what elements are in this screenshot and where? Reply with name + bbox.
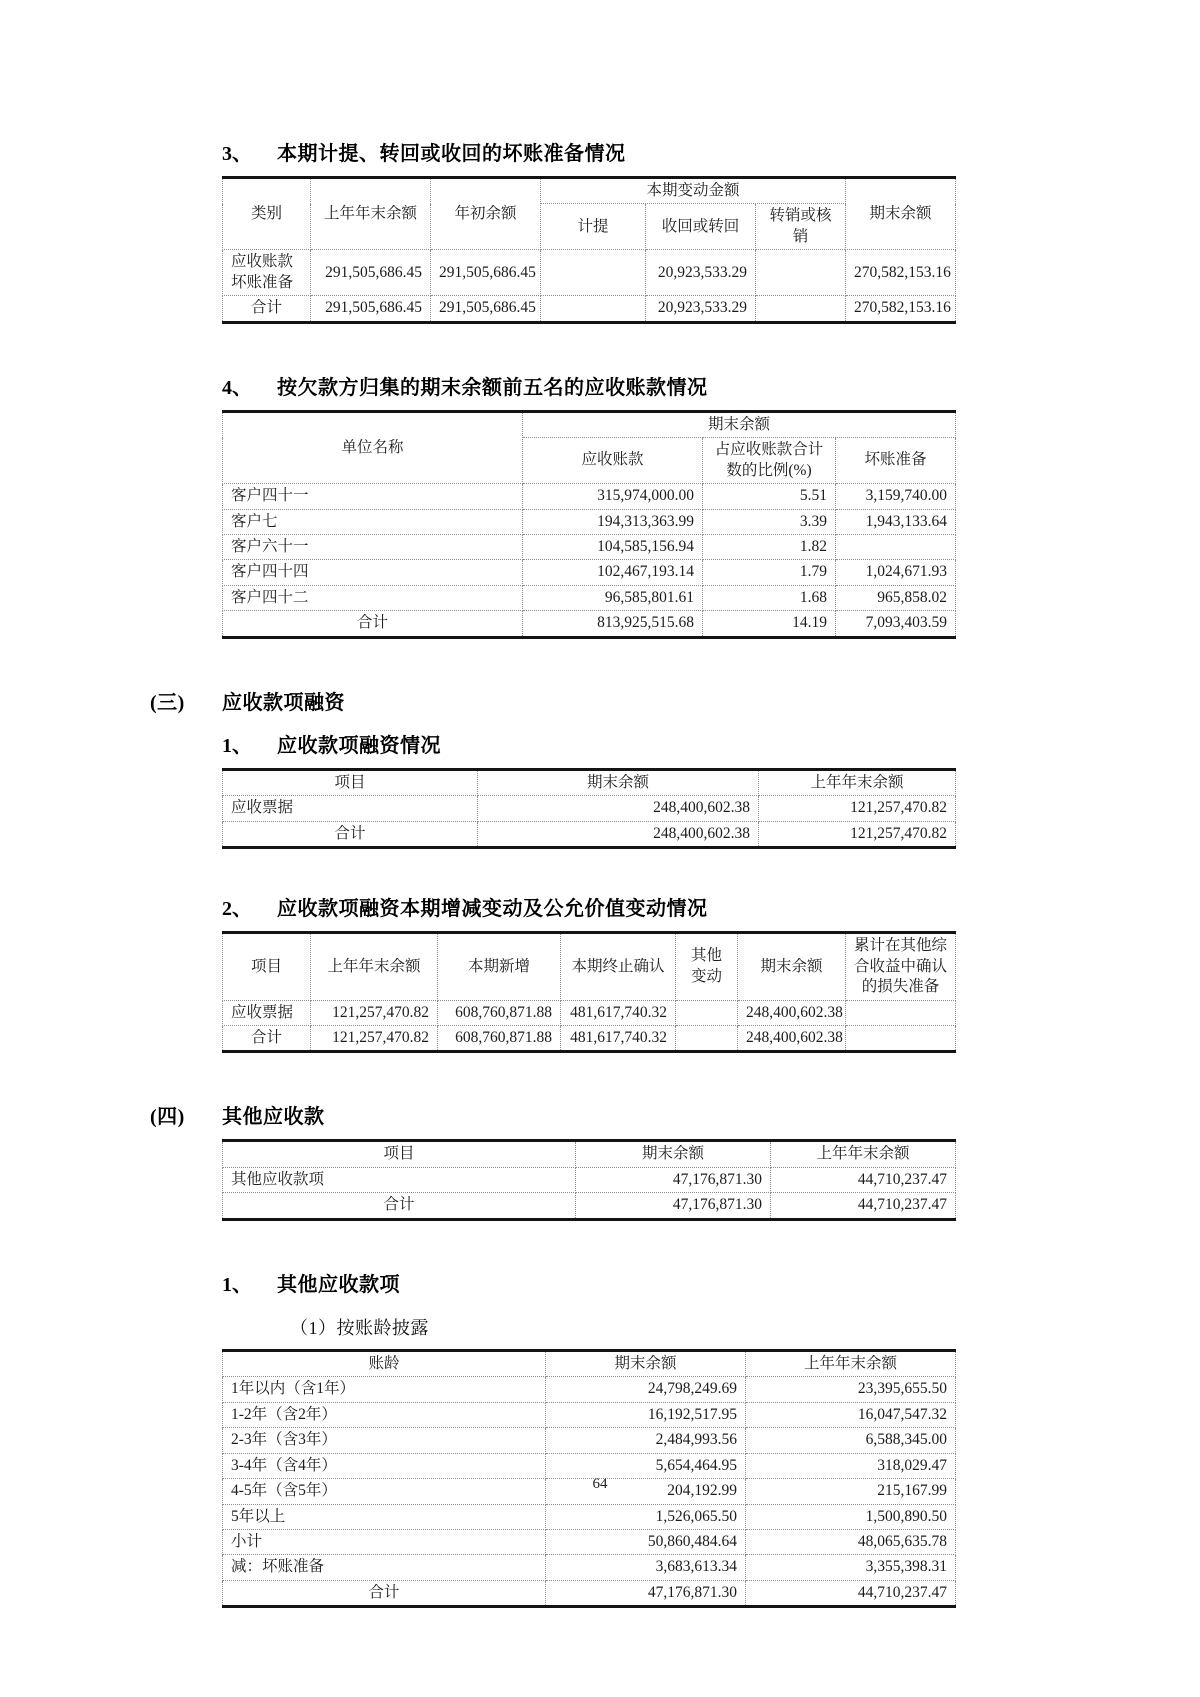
cell-derecognized: 481,617,740.32: [561, 1025, 676, 1051]
col-header-period-end-group: 期末余额: [523, 411, 956, 437]
section-3-heading: [222, 142, 965, 167]
col-header-added: 本期新增: [438, 933, 561, 1000]
col-header-period-end: 期末余额: [738, 933, 846, 1000]
cell-bad-debt: 1,943,133.64: [836, 509, 956, 534]
cell-added: 608,760,871.88: [438, 1000, 561, 1025]
cell-period-end: 270,582,153.16: [846, 296, 956, 322]
cell-ratio: 1.68: [703, 585, 836, 610]
table-total-row: [223, 1025, 956, 1051]
col-header-change-group: 本期变动金额: [541, 178, 846, 204]
table-header-row: [223, 933, 956, 1000]
section-c1-heading: [222, 734, 965, 759]
cell-prev-year-end: 6,588,345.00: [746, 1428, 956, 1453]
col-header-prev-year-end: 上年年末余额: [771, 1141, 956, 1167]
cell-recovered: 20,923,533.29: [646, 250, 756, 296]
table-row: [223, 1453, 956, 1478]
col-header-recovered: 收回或转回: [646, 204, 756, 250]
table-row: [223, 509, 956, 534]
section-4-title: 按欠款方归集的期末余额前五名的应收账款情况: [277, 376, 708, 399]
cell-age: 减：坏账准备: [223, 1555, 546, 1580]
cell-year-begin: 291,505,686.45: [431, 250, 541, 296]
section-d-title: 其他应收款: [222, 1106, 325, 1129]
col-header-ar: 应收账款: [523, 438, 703, 484]
col-header-period-end: 期末余额: [576, 1141, 771, 1167]
cell-unit: 客户六十一: [223, 534, 523, 559]
section-4-heading: [222, 376, 965, 401]
page-number: 64: [592, 1476, 608, 1492]
cell-age: 5年以上: [223, 1504, 546, 1529]
table-row: [223, 1402, 956, 1427]
cell-unit: 客户四十一: [223, 484, 523, 509]
col-header-year-begin: 年初余额: [431, 178, 541, 250]
cell-item: 应收票据: [223, 1000, 311, 1025]
cell-written-off: [756, 296, 846, 322]
col-header-accrual: 计提: [541, 204, 646, 250]
financing-movement-table: [222, 931, 956, 1053]
cell-prev-year-end: 215,167.99: [746, 1479, 956, 1504]
cell-ar: 102,467,193.14: [523, 560, 703, 585]
cell-prev-year-end: 291,505,686.45: [311, 296, 431, 322]
col-header-derecognized: 本期终止确认: [561, 933, 676, 1000]
cell-period-end: 47,176,871.30: [576, 1167, 771, 1192]
table-header-row: [223, 769, 956, 795]
cell-prev-year-end: 44,710,237.47: [746, 1580, 956, 1606]
cell-derecognized: 481,617,740.32: [561, 1000, 676, 1025]
cell-ar: 104,585,156.94: [523, 534, 703, 559]
cell-period-end: 24,798,249.69: [546, 1377, 746, 1402]
cell-prev-year-end: 121,257,470.82: [311, 1025, 438, 1051]
section-c2-number: 2、: [222, 898, 252, 921]
cell-prev-year-end: 121,257,470.82: [759, 821, 956, 847]
cell-category: 应收账款坏账准备: [223, 250, 311, 296]
table-header-row: [223, 1141, 956, 1167]
cell-category: 合计: [223, 296, 311, 322]
col-header-unit: 单位名称: [223, 411, 523, 483]
cell-accrual: [541, 250, 646, 296]
table-row: [223, 560, 956, 585]
col-header-bad-debt: 坏账准备: [836, 438, 956, 484]
col-header-ratio: 占应收账款合计数的比例(%): [703, 438, 836, 484]
cell-prev-year-end: 121,257,470.82: [759, 796, 956, 821]
cell-ratio: 14.19: [703, 611, 836, 637]
table-total-row: [223, 1193, 956, 1219]
table-row: [223, 1167, 956, 1192]
table-total-row: [223, 1580, 956, 1606]
table-row: [223, 1555, 956, 1580]
cell-period-end: 270,582,153.16: [846, 250, 956, 296]
table-subtotal-row: [223, 1529, 956, 1554]
cell-period-end: 248,400,602.38: [738, 1000, 846, 1025]
col-header-oci-loss: 累计在其他综合收益中确认的损失准备: [846, 933, 956, 1000]
table-row: [223, 796, 956, 821]
section-d-number: (四): [150, 1106, 185, 1129]
section-c2-heading: [222, 897, 965, 922]
cell-unit: 合计: [223, 611, 523, 637]
table-total-row: [223, 296, 956, 322]
cell-written-off: [756, 250, 846, 296]
cell-period-end: 47,176,871.30: [546, 1580, 746, 1606]
section-3-title: 本期计提、转回或收回的坏账准备情况: [277, 143, 626, 165]
cell-item: 合计: [223, 1025, 311, 1051]
table-row: [223, 1504, 956, 1529]
cell-age: 1年以内（含1年）: [223, 1377, 546, 1402]
table-row: [223, 250, 956, 296]
cell-age: 小计: [223, 1529, 546, 1554]
other-receivables-table: [222, 1139, 956, 1220]
table-total-row: [223, 611, 956, 637]
col-header-item: 项目: [223, 933, 311, 1000]
col-header-item: 项目: [223, 769, 478, 795]
cell-item: 应收票据: [223, 796, 478, 821]
cell-item: 其他应收款项: [223, 1167, 576, 1192]
cell-recovered: 20,923,533.29: [646, 296, 756, 322]
col-header-other-change: 其他变动: [676, 933, 738, 1000]
cell-period-end: 50,860,484.64: [546, 1529, 746, 1554]
cell-bad-debt: 7,093,403.59: [836, 611, 956, 637]
cell-period-end: 248,400,602.38: [478, 796, 759, 821]
cell-prev-year-end: 44,710,237.47: [771, 1193, 956, 1219]
col-header-prev-year-end: 上年年末余额: [311, 178, 431, 250]
cell-period-end: 16,192,517.95: [546, 1402, 746, 1427]
col-header-prev-year-end: 上年年末余额: [759, 769, 956, 795]
table-row: [223, 484, 956, 509]
cell-unit: 客户四十四: [223, 560, 523, 585]
cell-period-end: 3,683,613.34: [546, 1555, 746, 1580]
section-c-number: (三): [150, 691, 185, 714]
table-header-row: [223, 178, 956, 204]
cell-bad-debt: 1,024,671.93: [836, 560, 956, 585]
section-d1-title: 其他应收款项: [277, 1273, 400, 1296]
table-row: [223, 534, 956, 559]
cell-period-end: 47,176,871.30: [576, 1193, 771, 1219]
cell-prev-year-end: 23,395,655.50: [746, 1377, 956, 1402]
cell-oci-loss: [846, 1025, 956, 1051]
cell-period-end: 1,526,065.50: [546, 1504, 746, 1529]
section-c2-title: 应收款项融资本期增减变动及公允价值变动情况: [277, 898, 708, 921]
cell-age: 合计: [223, 1580, 546, 1606]
section-c-title: 应收款项融资: [222, 691, 345, 714]
col-header-period-end: 期末余额: [846, 178, 956, 250]
col-header-period-end: 期末余额: [478, 769, 759, 795]
col-header-written-off: 转销或核销: [756, 204, 846, 250]
section-c1-number: 1、: [222, 734, 252, 757]
cell-bad-debt: [836, 534, 956, 559]
cell-prev-year-end: 48,065,635.78: [746, 1529, 956, 1554]
cell-ar: 96,585,801.61: [523, 585, 703, 610]
col-header-prev-year-end: 上年年末余额: [746, 1350, 956, 1376]
cell-prev-year-end: 44,710,237.47: [771, 1167, 956, 1192]
cell-ar: 813,925,515.68: [523, 611, 703, 637]
col-header-age: 账龄: [223, 1350, 546, 1376]
table-row: [223, 585, 956, 610]
section-d1-number: 1、: [222, 1273, 252, 1296]
cell-ratio: 5.51: [703, 484, 836, 509]
cell-prev-year-end: 121,257,470.82: [311, 1000, 438, 1025]
cell-period-end: 5,654,464.95: [546, 1453, 746, 1478]
cell-period-end: 248,400,602.38: [738, 1025, 846, 1051]
page-content: [150, 0, 965, 1608]
cell-item: 合计: [223, 1193, 576, 1219]
section-c1-title: 应收款项融资情况: [277, 734, 441, 757]
col-header-period-end: 期末余额: [546, 1350, 746, 1376]
table-header-row: [223, 411, 956, 437]
col-header-item: 项目: [223, 1141, 576, 1167]
section-4-number: 4、: [222, 376, 252, 399]
cell-prev-year-end: 1,500,890.50: [746, 1504, 956, 1529]
col-header-category: 类别: [223, 178, 311, 250]
cell-oci-loss: [846, 1000, 956, 1025]
cell-added: 608,760,871.88: [438, 1025, 561, 1051]
cell-age: 2-3年（含3年）: [223, 1428, 546, 1453]
table-total-row: [223, 821, 956, 847]
cell-period-end: 2,484,993.56: [546, 1428, 746, 1453]
cell-year-begin: 291,505,686.45: [431, 296, 541, 322]
cell-ar: 194,313,363.99: [523, 509, 703, 534]
cell-other-change: [676, 1000, 738, 1025]
cell-bad-debt: 3,159,740.00: [836, 484, 956, 509]
cell-unit: 客户四十二: [223, 585, 523, 610]
section-d1-heading: [222, 1273, 965, 1298]
cell-other-change: [676, 1025, 738, 1051]
cell-prev-year-end: 318,029.47: [746, 1453, 956, 1478]
table-header-row: [223, 1350, 956, 1376]
cell-unit: 客户七: [223, 509, 523, 534]
cell-age: 1-2年（含2年）: [223, 1402, 546, 1427]
cell-bad-debt: 965,858.02: [836, 585, 956, 610]
section-3-number: 3、: [222, 143, 252, 165]
cell-ratio: 3.39: [703, 509, 836, 534]
cell-ratio: 1.82: [703, 534, 836, 559]
cell-ar: 315,974,000.00: [523, 484, 703, 509]
cell-age: 4-5年（含5年）: [223, 1479, 546, 1504]
cell-age: 3-4年（含4年）: [223, 1453, 546, 1478]
section-c-heading: [150, 691, 965, 716]
cell-item: 合计: [223, 821, 478, 847]
bad-debt-provision-table: [222, 176, 956, 324]
table-row: [223, 1428, 956, 1453]
cell-prev-year-end: 3,355,398.31: [746, 1555, 956, 1580]
table-row: [223, 1000, 956, 1025]
cell-prev-year-end: 291,505,686.45: [311, 250, 431, 296]
section-d-heading: [150, 1105, 965, 1130]
col-header-prev-year-end: 上年年末余额: [311, 933, 438, 1000]
cell-accrual: [541, 296, 646, 322]
receivables-financing-table: [222, 768, 956, 849]
top-five-receivables-table: [222, 410, 956, 639]
cell-period-end: 204,192.99: [546, 1479, 746, 1504]
cell-ratio: 1.79: [703, 560, 836, 585]
cell-prev-year-end: 16,047,547.32: [746, 1402, 956, 1427]
aging-disclosure-subheading: （1）按账龄披露: [290, 1317, 429, 1338]
cell-period-end: 248,400,602.38: [478, 821, 759, 847]
table-row: [223, 1377, 956, 1402]
